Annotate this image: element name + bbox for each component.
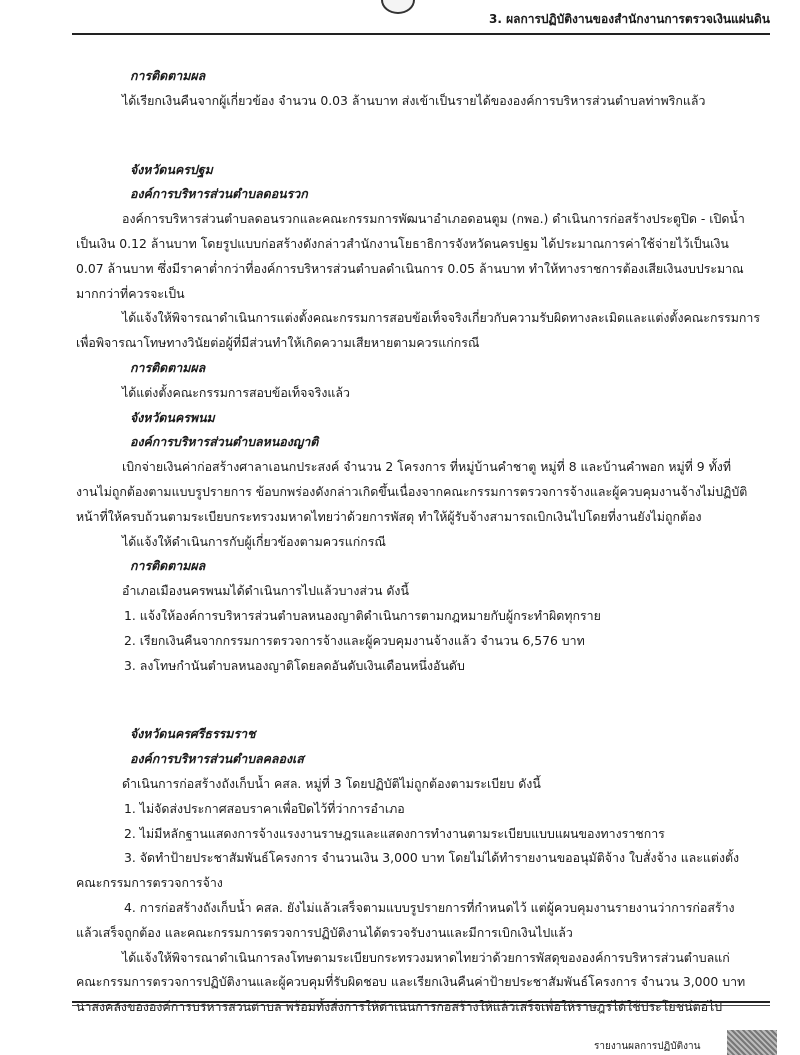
body-line: ดำเนินการก่อสร้างถังเก็บน้ำ คสล. หมู่ที่ 3 โดยปฏิบัติไม่ถูกต้องตามระเบียบ ดังนี้ — [122, 775, 541, 791]
body-line: นำส่งคลังขององค์การบริหารส่วนตำบล พร้อมทั้งสั่งการให้ดำเนินการก่อสร้างให้แล้วเสร็จเพื่อให้ราษฎรได้ใช้ประโยชน์ต่อไป — [76, 999, 723, 1015]
body-line: เพื่อพิจารณาโทษทางวินัยต่อผู้ที่มีส่วนทำให้เกิดความเสียหายตามควรแก่กรณี — [76, 335, 480, 351]
numbered-item: 3. จัดทำป้ายประชาสัมพันธ์โครงการ จำนวนเงิน 3,000 บาท โดยไม่ได้ทำรายงานขออนุมัติจ้าง ใบสั่งจ้าง และแต่งตั้ง — [124, 850, 740, 866]
section-heading: องค์การบริหารส่วนตำบลหนองญาติ — [130, 434, 319, 450]
section-spacer — [76, 130, 766, 142]
section-heading: องค์การบริหารส่วนตำบลคลองเส — [130, 751, 304, 767]
body-line: งานไม่ถูกต้องตามแบบรูปรายการ ข้อบกพร่องดังกล่าวเกิดขึ้นเนื่องจากคณะกรรมการตรวจการจ้างและผู้ควบคุมงานจ้างไม่ปฏิบัติ — [76, 483, 748, 499]
section-heading: การติดตามผล — [130, 68, 206, 83]
body-line: ได้เรียกเงินคืนจากผู้เกี่ยวข้อง จำนวน 0.03 ล้านบาท ส่งเข้าเป็นรายได้ขององค์การบริหารส่วนตำบลท่าพริกแล้ว — [122, 92, 706, 108]
section-heading: การติดตามผล — [130, 359, 206, 375]
numbered-item: 1. ไม่จัดส่งประกาศสอบราคาเพื่อปิดไว้ที่ว่าการอำเภอ — [124, 800, 405, 816]
body-line: ได้แจ้งให้พิจารณาดำเนินการแต่งตั้งคณะกรรมการสอบข้อเท็จจริงเกี่ยวกับความรับผิดทางละเมิดและแต่งตั้งคณะกรรมการ — [122, 310, 761, 326]
body-line: มากกว่าที่ควรจะเป็น — [76, 285, 185, 301]
emblem-logo — [381, 0, 415, 14]
body-line: หน้าที่ให้ครบถ้วนตามระเบียบกระทรวงมหาดไทยว่าด้วยการพัสดุ ทำให้ผู้รับจ้างสามารถเบิกเงินไปโดยที่งานยังไม่ถูกต้อง — [76, 508, 702, 524]
section-heading: จังหวัดนครศรีธรรมราช — [130, 726, 256, 742]
numbered-item: 2. ไม่มีหลักฐานแสดงการจ้างแรงงานราษฎรและแสดงการทำงานตามระเบียบแบบแผนของทางราชการ — [124, 825, 665, 841]
document-body — [76, 64, 766, 1020]
body-line: คณะกรรมการตรวจการจ้าง — [76, 875, 223, 891]
body-line: ได้แจ้งให้ดำเนินการกับผู้เกี่ยวข้องตามควรแก่กรณี — [122, 533, 386, 549]
body-line: ได้แจ้งให้พิจารณาดำเนินการลงโทษตามระเบียบกระทรวงมหาดไทยว่าด้วยการพัสดุขององค์การบริหารส่วนตำบลแก่ — [122, 949, 730, 965]
body-line: แล้วเสร็จถูกต้อง และคณะกรรมการตรวจการปฏิบัติงานได้ตรวจรับงานและมีการเบิกเงินไปแล้ว — [76, 924, 573, 940]
section-heading: จังหวัดนครปฐม — [130, 161, 213, 177]
footer-divider-thin — [72, 1005, 770, 1006]
body-line: องค์การบริหารส่วนตำบลดอนรวกและคณะกรรมการพัฒนาอำเภอดอนตูม (กพอ.) ดำเนินการก่อสร้างประตูปิด - เปิดน้ำ — [122, 211, 745, 227]
body-line: เบิกจ่ายเงินค่าก่อสร้างศาลาเอนกประสงค์ จำนวน 2 โครงการ ที่หมู่บ้านคำชาตู หมู่ที่ 8 และบ้านคำพอก หมู่ที่ 9 ทั้งที่ — [122, 459, 731, 475]
body-line: คณะกรรมการตรวจการปฏิบัติงานและผู้ควบคุมที่รับผิดชอบ และเรียกเงินคืนค่าป้ายประชาสัมพันธ์โครงการ จำนวน 3,000 บาท — [76, 974, 746, 990]
footer-decoration — [727, 1030, 777, 1055]
section-heading: การติดตามผล — [130, 558, 206, 574]
numbered-item: 3. ลงโทษกำนันตำบลหนองญาติโดยลดอันดับเงินเดือนหนึ่งอันดับ — [124, 657, 465, 673]
body-line: เป็นเงิน 0.12 ล้านบาท โดยรูปแบบก่อสร้างดังกล่าวสำนักงานโยธาธิการจังหวัดนครปฐม ได้ประมาณการค่าใช้จ่ายไว้เป็นเงิน — [76, 235, 729, 251]
body-line: ได้แต่งตั้งคณะกรรมการสอบข้อเท็จจริงแล้ว — [122, 384, 350, 400]
section-heading: จังหวัดนครพนม — [130, 409, 215, 425]
body-line: 0.07 ล้านบาท ซึ่งมีราคาต่ำกว่าที่องค์การบริหารส่วนตำบลดำเนินการ 0.05 ล้านบาท ทำให้ทางราชการต้องเสียเงินงบประมาณ — [76, 260, 744, 276]
header-divider — [72, 33, 770, 35]
numbered-item: 1. แจ้งให้องค์การบริหารส่วนตำบลหนองญาติดำเนินการตามกฎหมายกับผู้กระทำผิดทุกราย — [124, 607, 601, 623]
header-section-title: 3. ผลการปฏิบัติงานของสำนักงานการตรวจเงินแผ่นดิน — [489, 12, 770, 26]
body-line: อำเภอเมืองนครพนมได้ดำเนินการไปแล้วบางส่วน ดังนี้ — [122, 583, 409, 599]
numbered-item: 4. การก่อสร้างถังเก็บน้ำ คสล. ยังไม่แล้วเสร็จตามแบบรูปรายการที่กำหนดไว้ แต่ผู้ควบคุมงานรายงานว่าการก่อสร้าง — [124, 899, 735, 915]
section-spacer — [76, 694, 766, 706]
footer-report-title: รายงานผลการปฏิบัติงาน — [594, 1041, 701, 1052]
footer-divider — [72, 1001, 770, 1003]
section-heading: องค์การบริหารส่วนตำบลดอนรวก — [130, 186, 308, 202]
numbered-item: 2. เรียกเงินคืนจากกรรมการตรวจการจ้างและผู้ควบคุมงานจ้างแล้ว จำนวน 6,576 บาท — [124, 632, 585, 648]
